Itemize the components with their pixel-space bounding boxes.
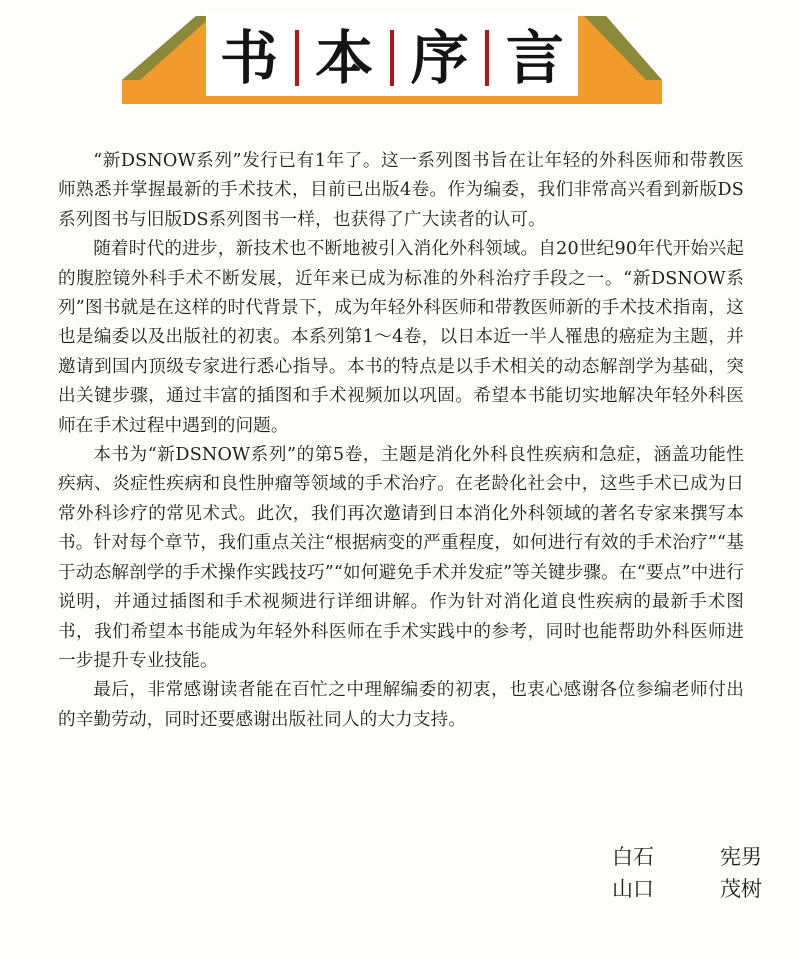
title-separator [295, 30, 299, 86]
preface-body [58, 147, 744, 735]
signature-line [612, 841, 762, 873]
title-separator [390, 30, 394, 86]
author-given-name: 茂树 [720, 877, 762, 901]
page-title [212, 18, 572, 98]
title-char-2: 本 [315, 24, 374, 92]
author-surname: 山口 [612, 877, 654, 901]
signature-line [612, 873, 762, 905]
title-char-4: 言 [505, 24, 564, 92]
title-char-1: 书 [219, 24, 278, 92]
author-surname: 白石 [612, 845, 654, 869]
signature-block [612, 841, 762, 905]
title-char-3: 序 [410, 24, 469, 92]
title-separator [485, 30, 489, 86]
paragraph: 随着时代的进步，新技术也不断地被引入消化外科领域。自20世纪90年代开始兴起的腹腔镜外科手术不断发展，近年来已成为标准的外科治疗手段之一。“新DSNOW系列”图书就是在这样的时代背景下，成为年轻外科医师和带教医师新的手术技术指南，这也是编委以及出版社的初衷。本系列第1～4卷，以日本近一半人罹患的癌症为主题，并邀请到国内顶级专家进行悉心指导。本书的特点是以手术相关的动态解剖学为基础，突出关键步骤，通过丰富的插图和手术视频加以巩固。希望本书能切实地解决年轻外科医师在手术过程中遇到的问题。 [58, 239, 744, 436]
paragraph: 本书为“新DSNOW系列”的第5卷，主题是消化外科良性疾病和急症，涵盖功能性疾病、炎症性疾病和良性肿瘤等领域的手术治疗。在老龄化社会中，这些手术已成为日常外科诊疗的常见术式。此次，我们再次邀请到日本消化外科领域的著名专家来撰写本书。针对每个章节，我们重点关注“根据病变的严重程度，如何进行有效的手术治疗”“基于动态解剖学的手术操作实践技巧”“如何避免手术并发症”等关键步骤。在“要点”中进行说明，并通过插图和手术视频进行详细讲解。作为针对消化道良性疾病的最新手术图书，我们希望本书能成为年轻外科医师在手术实践中的参考，同时也能帮助外科医师进一步提升专业技能。 [58, 445, 744, 671]
paragraph: 最后，非常感谢读者能在百忙之中理解编委的初衷，也衷心感谢各位参编老师付出的辛勤劳动，同时还要感谢出版社同人的大力支持。 [58, 680, 744, 730]
title-banner [0, 0, 800, 112]
author-given-name: 宪男 [720, 845, 762, 869]
paragraph: “新DSNOW系列”发行已有1年了。这一系列图书旨在让年轻的外科医师和带教医师熟悉并掌握最新的手术技术，目前已出版4卷。作为编委，我们非常高兴看到新版DS系列图书与旧版DS系列图书一样，也获得了广大读者的认可。 [58, 151, 744, 230]
